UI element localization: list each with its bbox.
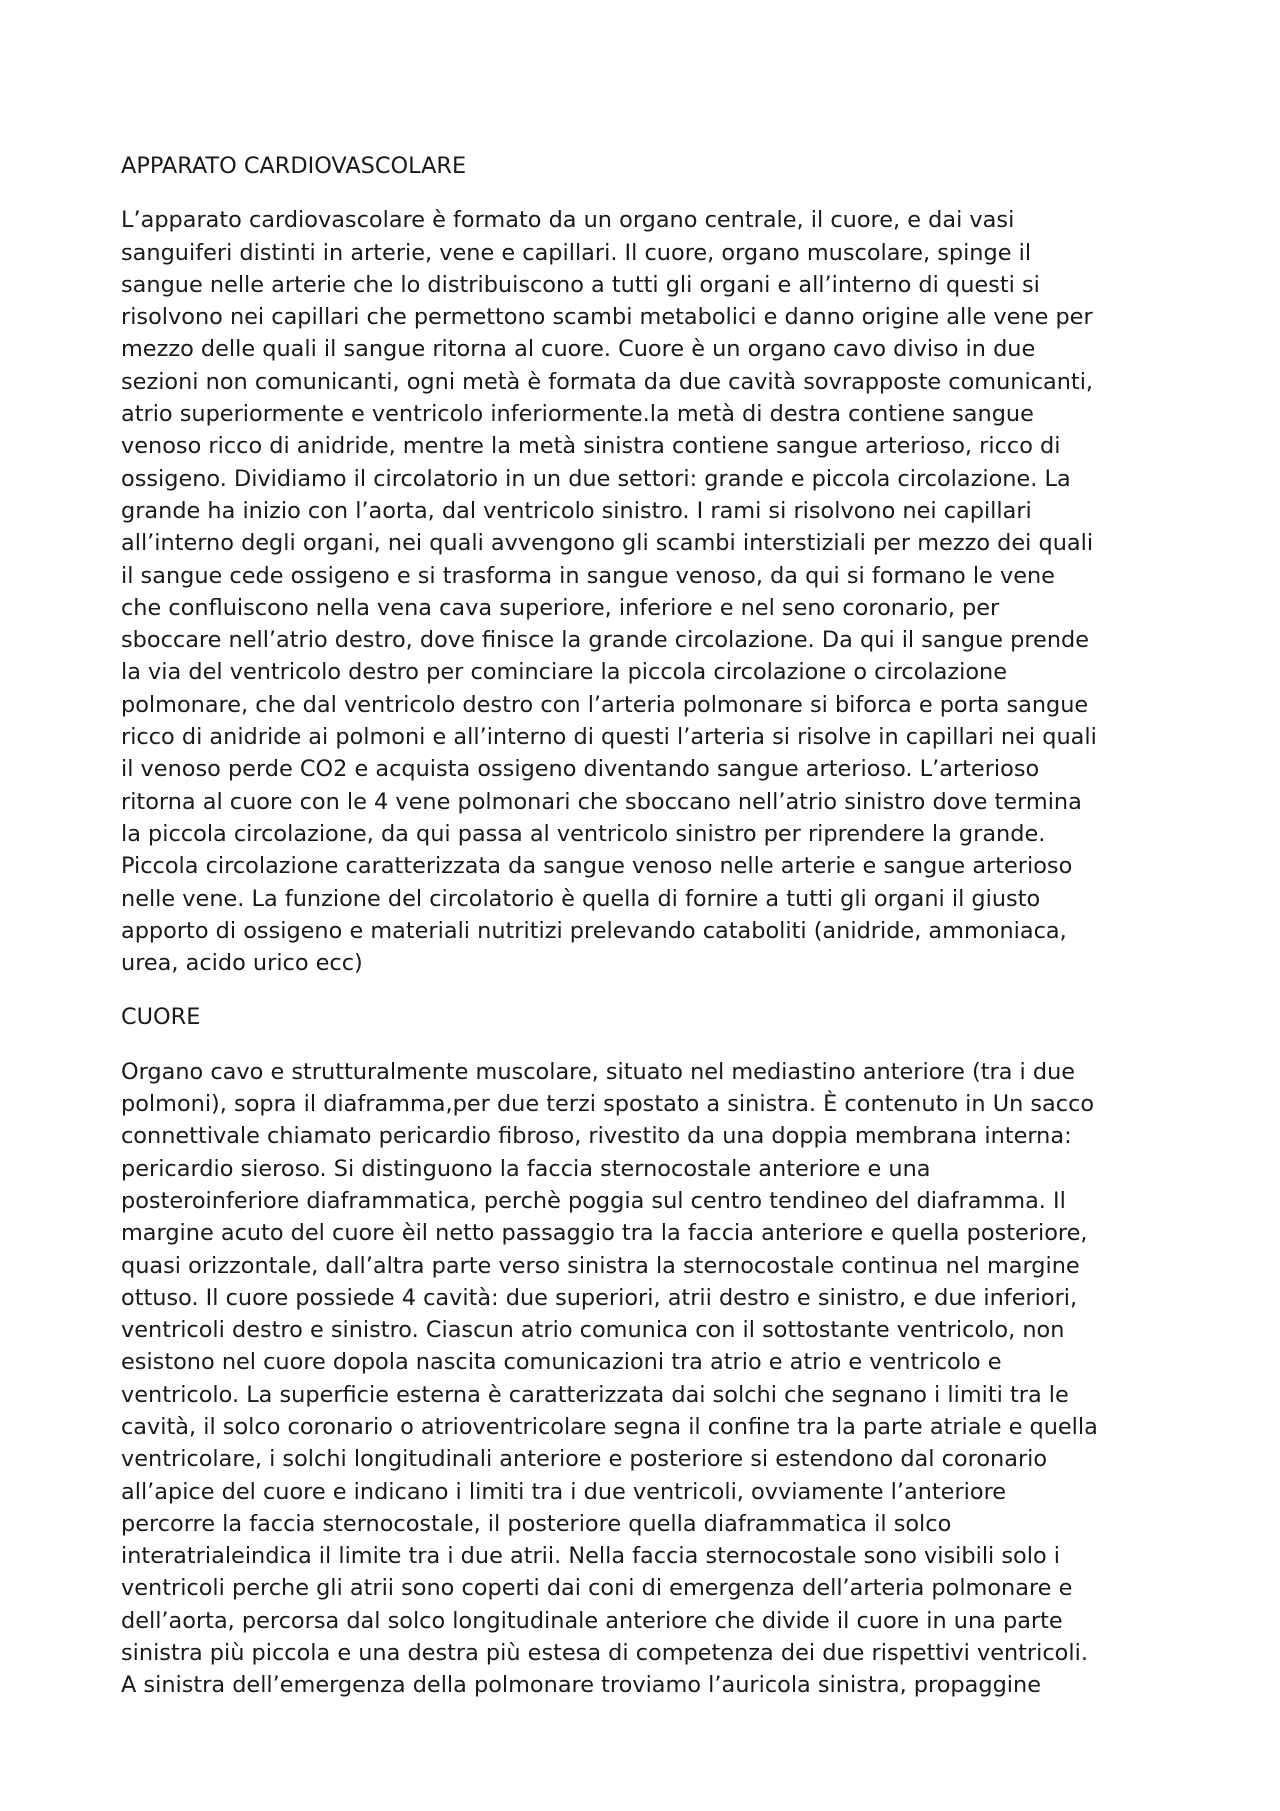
text-line: percorre la faccia sternocostale, il posteriore quella diaframmatica il solco xyxy=(121,1510,952,1537)
paragraph-cuore xyxy=(121,1056,1171,1702)
text-line: all’apice del cuore e indicano i limiti tra i due ventricoli, ovviamente l’anteriore xyxy=(121,1478,1007,1505)
paragraph-apparato xyxy=(121,204,1171,979)
text-line: venoso ricco di anidride, mentre la metà sinistra contiene sangue arterioso, ricco di xyxy=(121,433,1061,460)
text-line: margine acuto del cuore èil netto passaggio tra la faccia anteriore e quella posteriore, xyxy=(121,1220,1088,1247)
text-line: quasi orizzontale, dall’altra parte verso sinistra la sternocostale continua nel margine xyxy=(121,1252,1080,1279)
text-line: polmonare, che dal ventricolo destro con l’arteria polmonare si biforca e porta sangue xyxy=(121,691,1089,718)
text-line: L’apparato cardiovascolare è formato da un organo centrale, il cuore, e dai vasi xyxy=(121,207,1015,234)
text-line: la via del ventricolo destro per cominciare la piccola circolazione o circolazione xyxy=(121,659,1008,686)
text-line: dell’aorta, percorsa dal solco longitudinale anteriore che divide il cuore in una parte xyxy=(121,1607,1063,1634)
text-line: apporto di ossigeno e materiali nutritizi prelevando cataboliti (anidride, ammoniaca, xyxy=(121,917,1067,944)
text-line: A sinistra dell’emergenza della polmonare troviamo l’auricola sinistra, propaggine xyxy=(121,1672,1041,1699)
text-line: sinistra più piccola e una destra più estesa di competenza dei due rispettivi ventricoli. xyxy=(121,1640,1088,1667)
text-line: ventricoli perche gli atrii sono coperti dai coni di emergenza dell’arteria polmonare e xyxy=(121,1575,1073,1602)
text-line: polmoni), sopra il diaframma,per due terzi spostato a sinistra. È contenuto in Un sacco xyxy=(121,1091,1095,1118)
text-line: sangue nelle arterie che lo distribuiscono a tutti gli organi e all’interno di questi si xyxy=(121,271,1040,298)
text-line: ottuso. Il cuore possiede 4 cavità: due superiori, atrii destro e sinistro, e due inferiori, xyxy=(121,1284,1078,1311)
text-line: all’interno degli organi, nei quali avvengono gli scambi interstiziali per mezzo dei quali xyxy=(121,530,1094,557)
text-line: sanguiferi distinti in arterie, vene e capillari. Il cuore, organo muscolare, spinge il xyxy=(121,239,1032,266)
section-title-apparato: APPARATO CARDIOVASCOLARE xyxy=(121,153,467,179)
text-line: posteroinferiore diaframmatica, perchè poggia sul centro tendineo del diaframma. Il xyxy=(121,1187,1066,1214)
document-body xyxy=(121,150,1171,1724)
text-line: grande ha inizio con l’aorta, dal ventricolo sinistro. I rami si risolvono nei capillari xyxy=(121,497,1032,524)
text-line: il sangue cede ossigeno e si trasforma in sangue venoso, da qui si formano le vene xyxy=(121,562,1055,589)
text-line: che confluiscono nella vena cava superiore, inferiore e nel seno coronario, per xyxy=(121,594,1000,621)
text-line: ventricoli destro e sinistro. Ciascun atrio comunica con il sottostante ventricolo, non xyxy=(121,1317,1065,1344)
text-line: atrio superiormente e ventricolo inferiormente.la metà di destra contiene sangue xyxy=(121,401,1034,428)
text-line: ventricolare, i solchi longitudinali anteriore e posteriore si estendono dal coronario xyxy=(121,1446,1048,1473)
text-line: urea, acido urico ecc) xyxy=(121,950,363,977)
text-line: ventricolo. La superficie esterna è caratterizzata dai solchi che segnano i limiti tra le xyxy=(121,1381,1069,1408)
text-line: ritorna al cuore con le 4 vene polmonari che sboccano nell’atrio sinistro dove termina xyxy=(121,788,1082,815)
text-line: sboccare nell’atrio destro, dove finisce la grande circolazione. Da qui il sangue prende xyxy=(121,627,1090,654)
text-line: risolvono nei capillari che permettono scambi metabolici e danno origine alle vene per xyxy=(121,304,1093,331)
text-line: Organo cavo e strutturalmente muscolare, situato nel mediastino anteriore (tra i due xyxy=(121,1058,1076,1085)
text-line: Piccola circolazione caratterizzata da sangue venoso nelle arterie e sangue arterioso xyxy=(121,853,1073,880)
text-line: connettivale chiamato pericardio fibroso, rivestito da una doppia membrana interna: xyxy=(121,1123,1072,1150)
text-line: mezzo delle quali il sangue ritorna al cuore. Cuore è un organo cavo diviso in due xyxy=(121,336,1036,363)
section-title-cuore: CUORE xyxy=(121,1004,201,1031)
text-line: ossigeno. Dividiamo il circolatorio in un due settori: grande e piccola circolazione. La xyxy=(121,465,1071,492)
text-line: pericardio sieroso. Si distinguono la faccia sternocostale anteriore e una xyxy=(121,1155,931,1182)
text-line: il venoso perde CO2 e acquista ossigeno diventando sangue arterioso. L’arterioso xyxy=(121,756,1040,783)
text-line: nelle vene. La funzione del circolatorio è quella di fornire a tutti gli organi il giusto xyxy=(121,885,1041,912)
text-line: la piccola circolazione, da qui passa al ventricolo sinistro per riprendere la grande. xyxy=(121,820,1046,847)
text-line: sezioni non comunicanti, ogni metà è formata da due cavità sovrapposte comunicanti, xyxy=(121,368,1094,395)
text-line: interatrialeindica il limite tra i due atrii. Nella faccia sternocostale sono visibili solo i xyxy=(121,1543,1060,1570)
text-line: cavità, il solco coronario o atrioventricolare segna il confine tra la parte atriale e quella xyxy=(121,1413,1098,1440)
text-line: ricco di anidride ai polmoni e all’interno di questi l’arteria si risolve in capillari nei quali xyxy=(121,724,1097,751)
text-line: esistono nel cuore dopola nascita comunicazioni tra atrio e atrio e ventricolo e xyxy=(121,1349,1002,1376)
